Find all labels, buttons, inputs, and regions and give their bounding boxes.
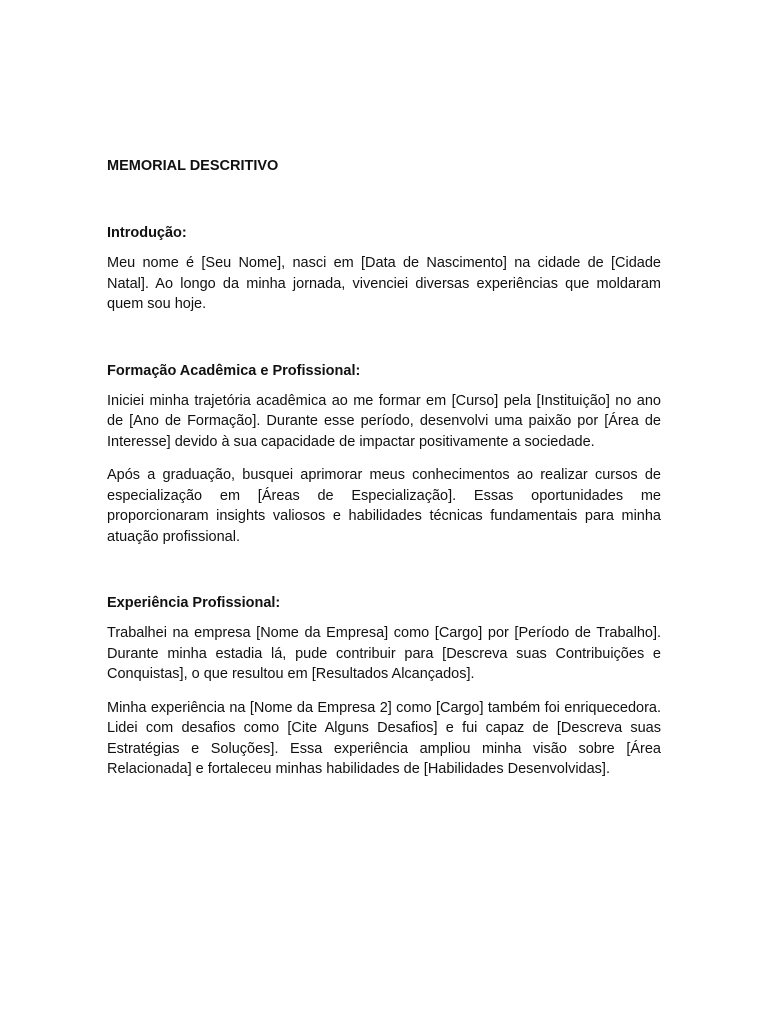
document-title: MEMORIAL DESCRITIVO [107, 158, 279, 174]
paragraph: Meu nome é [Seu Nome], nasci em [Data de Nascimento] na cidade de [Cidade Natal]. Ao longo da minha jornada, vivenciei diversas experiências que moldaram quem sou hoje. [107, 255, 661, 312]
section-experiencia [107, 593, 661, 780]
paragraph: Após a graduação, busquei aprimorar meus conhecimentos ao realizar cursos de especialização em [Áreas de Especialização]. Essas oportunidades me proporcionaram insights valiosos e habilidades técnicas fundamentais para minha atuação profissional. [107, 467, 661, 545]
section-heading: Introdução: [107, 225, 187, 241]
section-heading: Experiência Profissional: [107, 595, 281, 611]
paragraph: Minha experiência na [Nome da Empresa 2] como [Cargo] também foi enriquecedora. Lidei com desafios como [Cite Alguns Desafios] e fui capaz de [Descreva suas Estratégias e Soluções]. Essa experiência ampliou minha visão sobre [Área Relacionada] e fortaleceu minhas habilidades de [Habilidades Desenvolvidas]. [107, 699, 661, 777]
section-formacao [107, 361, 661, 548]
section-introducao [107, 223, 661, 315]
document-body [107, 156, 661, 780]
paragraph: Iniciei minha trajetória acadêmica ao me formar em [Curso] pela [Instituição] no ano de [Ano de Formação]. Durante esse período, desenvolvi uma paixão por [Área de Interesse] devido à sua capacidade de impactar positivamente a sociedade. [107, 392, 661, 450]
paragraph: Trabalhei na empresa [Nome da Empresa] como [Cargo] por [Período de Trabalho]. Durante minha estadia lá, pude contribuir para [Descreva suas Contribuições e Conquistas], o que resultou em [Resultados Alcançados]. [107, 625, 661, 682]
section-heading: Formação Acadêmica e Profissional: [107, 362, 361, 379]
